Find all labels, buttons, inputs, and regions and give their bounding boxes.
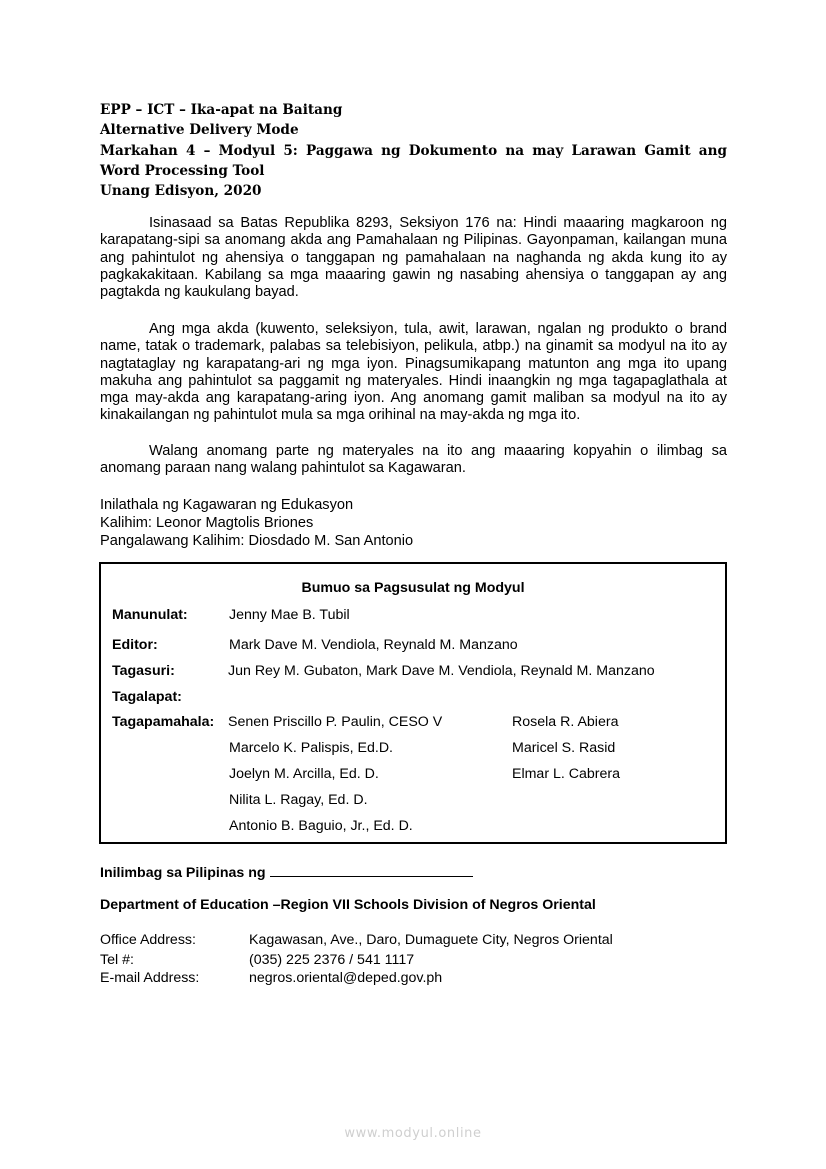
- credit-value: Joelyn M. Arcilla, Ed. D.: [229, 766, 379, 782]
- title-mode: Alternative Delivery Mode: [100, 122, 299, 139]
- credit-value: Rosela R. Abiera: [512, 714, 619, 730]
- printed-label: Inilimbag sa Pilipinas ng: [100, 865, 266, 881]
- title-block: [100, 100, 727, 201]
- credit-value: Marcelo K. Palispis, Ed.D.: [229, 740, 394, 756]
- credit-label: Manunulat:: [112, 607, 188, 623]
- copyright-paragraph-3: Walang anomang parte ng materyales na ito ang maaaring kopyahin o ilimbag sa anomang paraan nang walang pahintulot sa Kagawaran.: [100, 443, 727, 477]
- contact-label: Tel #:: [100, 952, 134, 968]
- printed-blank-line: [270, 862, 473, 877]
- publisher-line: Inilathala ng Kagawaran ng Edukasyon: [100, 497, 354, 513]
- credit-label: Tagalapat:: [112, 689, 182, 705]
- credit-label: Tagasuri:: [112, 663, 175, 679]
- credits-box: [99, 562, 727, 844]
- department-name: Department of Education –Region VII Schools Division of Negros Oriental: [100, 897, 596, 913]
- credit-label: Editor:: [112, 637, 158, 653]
- credit-value: Senen Priscillo P. Paulin, CESO V: [228, 714, 443, 730]
- credit-value: Jenny Mae B. Tubil: [229, 607, 350, 623]
- publisher-info: [100, 496, 727, 550]
- contact-value: (035) 225 2376 / 541 1117: [249, 952, 415, 968]
- contact-label: Office Address:: [100, 932, 196, 948]
- credit-value: Nilita L. Ragay, Ed. D.: [229, 792, 368, 808]
- undersecretary-line: Pangalawang Kalihim: Diosdado M. San Antonio: [100, 533, 414, 549]
- credits-title: Bumuo sa Pagsusulat ng Modyul: [301, 580, 525, 596]
- contact-value: Kagawasan, Ave., Daro, Dumaguete City, Negros Oriental: [249, 932, 613, 948]
- credit-label: Tagapamahala:: [112, 714, 215, 730]
- credit-value: Antonio B. Baguio, Jr., Ed. D.: [229, 818, 413, 834]
- credit-value: Mark Dave M. Vendiola, Reynald M. Manzano: [229, 637, 518, 653]
- copyright-paragraph-1: Isinasaad sa Batas Republika 8293, Seksiyon 176 na: Hindi maaaring magkaroon ng karapatang-sipi sa anomang akda ang Pamahalaan ng Pilipinas. Gayonpaman, kailangan muna ang pahintulot ng ahensiya o tanggapan ng pamahalaan na naghanda ng akda kung ito ay pagkakakitaan. Kabilang sa mga maaaring gawin ng nasabing ahensiya o tanggapan ay ang pagtakda ng kaukulang bayad.: [100, 215, 727, 301]
- watermark: www.modyul.online: [344, 1126, 482, 1141]
- title-module-cont: Word Processing Tool: [100, 162, 265, 179]
- contact-value: negros.oriental@deped.gov.ph: [249, 970, 443, 986]
- credit-value: Elmar L. Cabrera: [512, 766, 621, 782]
- credit-value: Jun Rey M. Gubaton, Mark Dave M. Vendiola, Reynald M. Manzano: [228, 663, 655, 679]
- printed-by-line: [100, 862, 473, 881]
- title-module: Markahan 4 – Modyul 5: Paggawa ng Dokumento na may Larawan Gamit ang: [100, 142, 727, 159]
- credit-value: Maricel S. Rasid: [512, 740, 616, 756]
- title-grade: EPP – ICT – Ika-apat na Baitang: [100, 102, 343, 118]
- title-edition: Unang Edisyon, 2020: [100, 183, 262, 200]
- secretary-line: Kalihim: Leonor Magtolis Briones: [100, 515, 314, 531]
- contact-label: E-mail Address:: [100, 970, 200, 986]
- copyright-paragraph-2: Ang mga akda (kuwento, seleksiyon, tula, awit, larawan, ngalan ng produkto o brand name, tatak o trademark, palabas sa telebisiyon, pelikula, atbp.) na ginamit sa modyul na ito ay nagtataglay ng karapatang-ari ng mga iyon. Pinagsumikapang matunton ang mga ito upang makuha ang pahintulot sa paggamit ng materyales. Hindi inaangkin ng mga tagapaglathala at mga may-akda ang karapatang-aring iyon. Ang anomang gamit maliban sa modyul na ito ay kinakailangan ng pahintulot mula sa mga orihinal na may-akda ng mga ito.: [100, 321, 727, 424]
